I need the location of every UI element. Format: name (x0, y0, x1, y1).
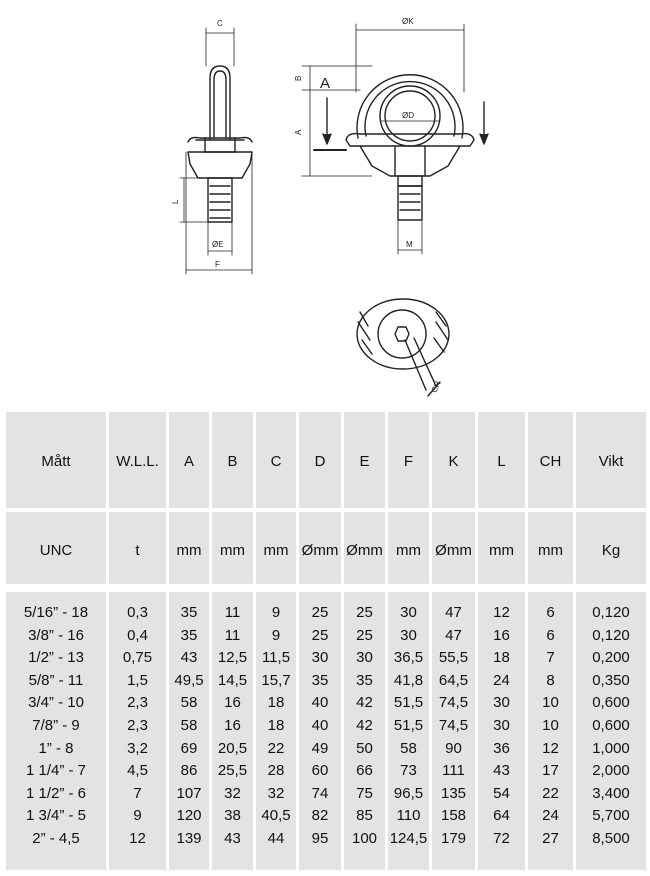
cell-a: 139 (176, 830, 202, 847)
cell-f: 58 (400, 739, 417, 757)
cell-l: 16 (493, 626, 510, 644)
cell-b: 38 (224, 807, 241, 825)
cell-e: 50 (356, 739, 373, 757)
cell-b: 25,5 (217, 762, 248, 780)
dim-b-label: B (294, 75, 303, 81)
cell-a: 49,5 (174, 671, 204, 689)
cell-d: 40 (311, 694, 329, 712)
cell-b: 43 (224, 830, 241, 847)
cell-d: 25 (311, 604, 329, 621)
cell-d: 30 (311, 649, 329, 667)
table-row (0, 828, 650, 851)
cell-f: 36,5 (393, 649, 424, 667)
table-row (0, 760, 650, 783)
cell-a: 35 (180, 604, 198, 621)
cell-k: 135 (440, 784, 467, 802)
cell-d: 74 (311, 784, 329, 802)
cell-l: 72 (493, 830, 510, 847)
header-b: B (227, 452, 238, 470)
cell-k: 47 (445, 604, 462, 621)
cell-a: 107 (176, 784, 202, 802)
cell-e: 25 (356, 604, 373, 621)
cell-wll: 3,2 (127, 739, 148, 757)
table-row (0, 805, 650, 828)
cell-size: 1/2” - 13 (28, 649, 84, 667)
cell-l: 24 (493, 671, 510, 689)
header-ch: CH (539, 452, 562, 470)
cell-k: 55,5 (438, 649, 469, 667)
cell-ch: 6 (546, 604, 555, 621)
cell-c: 9 (271, 626, 281, 644)
cell-weight: 0,600 (592, 717, 630, 734)
cell-wll: 0,3 (127, 604, 148, 621)
cell-ch: 22 (542, 784, 559, 802)
cell-e: 25 (356, 626, 373, 644)
cell-d: 60 (311, 762, 329, 780)
cell-wll: 1,5 (127, 671, 148, 689)
cell-d: 49 (311, 739, 329, 757)
header-a: A (183, 452, 194, 470)
cell-ch: 24 (542, 807, 559, 825)
cell-weight: 0,120 (592, 626, 630, 644)
cell-size: 2” - 4,5 (32, 830, 80, 847)
cell-weight: 2,000 (592, 762, 630, 780)
unit-b: mm (220, 541, 245, 559)
cell-k: 47 (445, 626, 462, 644)
cell-wll: 4,5 (127, 762, 148, 780)
cell-weight: 5,700 (592, 807, 630, 825)
cell-weight: 0,600 (592, 694, 630, 712)
cell-ch: 10 (542, 717, 559, 734)
table-row (0, 738, 650, 761)
cell-e: 85 (356, 807, 373, 825)
cell-c: 22 (267, 739, 285, 757)
cell-d: 95 (311, 830, 329, 847)
cell-c: 44 (267, 830, 285, 847)
cell-a: 35 (180, 626, 198, 644)
unit-k: Ømm (435, 541, 472, 559)
cell-size: 5/16” - 18 (23, 604, 89, 621)
header-weight: Vikt (598, 452, 624, 470)
cell-c: 15,7 (261, 671, 291, 689)
cell-l: 18 (493, 649, 510, 667)
cell-b: 11 (224, 626, 241, 644)
table-row (0, 692, 650, 715)
dim-k-label: ØK (402, 17, 414, 26)
cell-ch: 8 (546, 671, 555, 689)
cell-f: 30 (400, 626, 417, 644)
header-c: C (270, 452, 282, 470)
cell-wll: 0,75 (122, 649, 153, 667)
cell-size: 1 3/4” - 5 (25, 807, 87, 825)
dim-d-label: ØD (402, 111, 414, 120)
unit-ch: mm (538, 541, 563, 559)
table-row (0, 625, 650, 648)
cell-wll: 2,3 (127, 717, 148, 734)
cell-l: 36 (493, 739, 510, 757)
unit-e: Ømm (346, 541, 383, 559)
cell-a: 43 (180, 649, 198, 667)
cell-a: 58 (180, 694, 198, 712)
side-view (188, 66, 252, 222)
cell-ch: 10 (542, 694, 559, 712)
cell-l: 30 (493, 717, 510, 734)
dim-e-label: ØE (212, 240, 224, 249)
cell-ch: 27 (542, 830, 559, 847)
cell-weight: 8,500 (592, 830, 630, 847)
cell-a: 69 (180, 739, 198, 757)
cell-f: 124,5 (389, 830, 428, 847)
cell-wll: 12 (129, 830, 146, 847)
cell-size: 3/8” - 16 (28, 626, 84, 644)
cell-c: 18 (267, 694, 285, 712)
view-a-label: A (320, 75, 331, 92)
cell-e: 35 (356, 671, 373, 689)
cell-ch: 7 (546, 649, 555, 667)
unit-weight: Kg (601, 541, 621, 559)
side-view-dimensions (180, 28, 252, 274)
table-row (0, 602, 650, 625)
cell-d: 25 (311, 626, 329, 644)
cell-l: 43 (493, 762, 510, 780)
cell-k: 74,5 (438, 694, 469, 712)
cell-b: 16 (224, 694, 241, 712)
cell-c: 9 (271, 604, 281, 621)
cell-f: 73 (400, 762, 417, 780)
cell-size: 1 1/4” - 7 (25, 762, 87, 780)
cell-e: 100 (351, 830, 378, 847)
cell-weight: 0,200 (592, 649, 630, 667)
cell-e: 42 (356, 717, 373, 734)
header-f: F (403, 452, 414, 470)
cell-l: 64 (493, 807, 510, 825)
cell-b: 20,5 (217, 739, 248, 757)
header-size: Mått (41, 452, 71, 470)
cell-weight: 1,000 (592, 739, 630, 757)
cell-weight: 3,400 (592, 784, 630, 802)
unit-size: UNC (39, 541, 73, 559)
cell-ch: 6 (546, 626, 555, 644)
header-wll: W.L.L. (116, 452, 159, 470)
cell-e: 30 (356, 649, 373, 667)
unit-c: mm (263, 541, 289, 559)
cell-d: 35 (311, 671, 329, 689)
header-k: K (448, 452, 459, 470)
cell-l: 30 (493, 694, 510, 712)
unit-wll: t (135, 541, 140, 559)
cell-k: 64,5 (438, 671, 469, 689)
cell-d: 82 (311, 807, 329, 825)
dim-l-label: L (171, 199, 180, 204)
cell-wll: 7 (133, 784, 142, 802)
cell-wll: 0,4 (127, 626, 148, 644)
cell-k: 111 (442, 762, 465, 780)
dim-ch-label: CH (429, 379, 443, 395)
cell-b: 11 (224, 604, 241, 621)
table-row (0, 670, 650, 693)
cell-b: 12,5 (217, 649, 248, 667)
cell-size: 3/4” - 10 (28, 694, 84, 712)
cell-f: 51,5 (393, 717, 424, 734)
dim-a-label: A (294, 129, 303, 135)
cell-c: 28 (267, 762, 285, 780)
cell-size: 1 1/2” - 6 (25, 784, 87, 802)
cell-l: 12 (493, 604, 510, 621)
cell-size: 7/8” - 9 (32, 717, 80, 734)
cell-ch: 17 (542, 762, 559, 780)
cell-c: 18 (267, 717, 285, 734)
cell-wll: 2,3 (127, 694, 148, 712)
cell-e: 66 (356, 762, 373, 780)
dim-c-label: C (217, 19, 223, 28)
dim-m-label: M (406, 240, 413, 249)
cell-ch: 12 (542, 739, 559, 757)
cell-e: 42 (356, 694, 373, 712)
unit-a: mm (176, 541, 202, 559)
header-d: D (314, 452, 326, 470)
cell-a: 120 (176, 807, 202, 825)
cell-weight: 0,350 (592, 671, 630, 689)
cell-b: 14,5 (217, 671, 248, 689)
unit-d: Ømm (301, 541, 339, 559)
cell-a: 58 (180, 717, 198, 734)
cell-f: 30 (400, 604, 417, 621)
cell-f: 51,5 (393, 694, 424, 712)
header-e: E (359, 452, 370, 470)
front-view (346, 75, 474, 220)
cell-k: 90 (445, 739, 462, 757)
table-row (0, 715, 650, 738)
spec-table (0, 412, 650, 876)
technical-drawing (0, 0, 650, 405)
cell-d: 40 (311, 717, 329, 734)
cell-c: 11,5 (261, 649, 291, 667)
cell-weight: 0,120 (592, 604, 630, 621)
header-l: L (497, 452, 506, 470)
unit-f: mm (396, 541, 421, 559)
table-row (0, 647, 650, 670)
cell-c: 40,5 (261, 807, 291, 825)
cell-k: 179 (440, 830, 467, 847)
unit-l: mm (489, 541, 514, 559)
cell-c: 32 (267, 784, 285, 802)
dim-f-label: F (215, 260, 220, 269)
cell-l: 54 (493, 784, 510, 802)
cell-e: 75 (356, 784, 373, 802)
cell-b: 16 (224, 717, 241, 734)
cell-k: 74,5 (438, 717, 469, 734)
cell-f: 96,5 (393, 784, 424, 802)
table-row (0, 783, 650, 806)
cell-a: 86 (180, 762, 198, 780)
cell-f: 41,8 (393, 671, 424, 689)
cell-k: 158 (440, 807, 467, 825)
cell-size: 1” - 8 (38, 739, 74, 757)
cell-size: 5/8” - 11 (28, 671, 84, 689)
cell-f: 110 (396, 807, 421, 825)
cell-wll: 9 (133, 807, 142, 825)
cell-b: 32 (224, 784, 241, 802)
